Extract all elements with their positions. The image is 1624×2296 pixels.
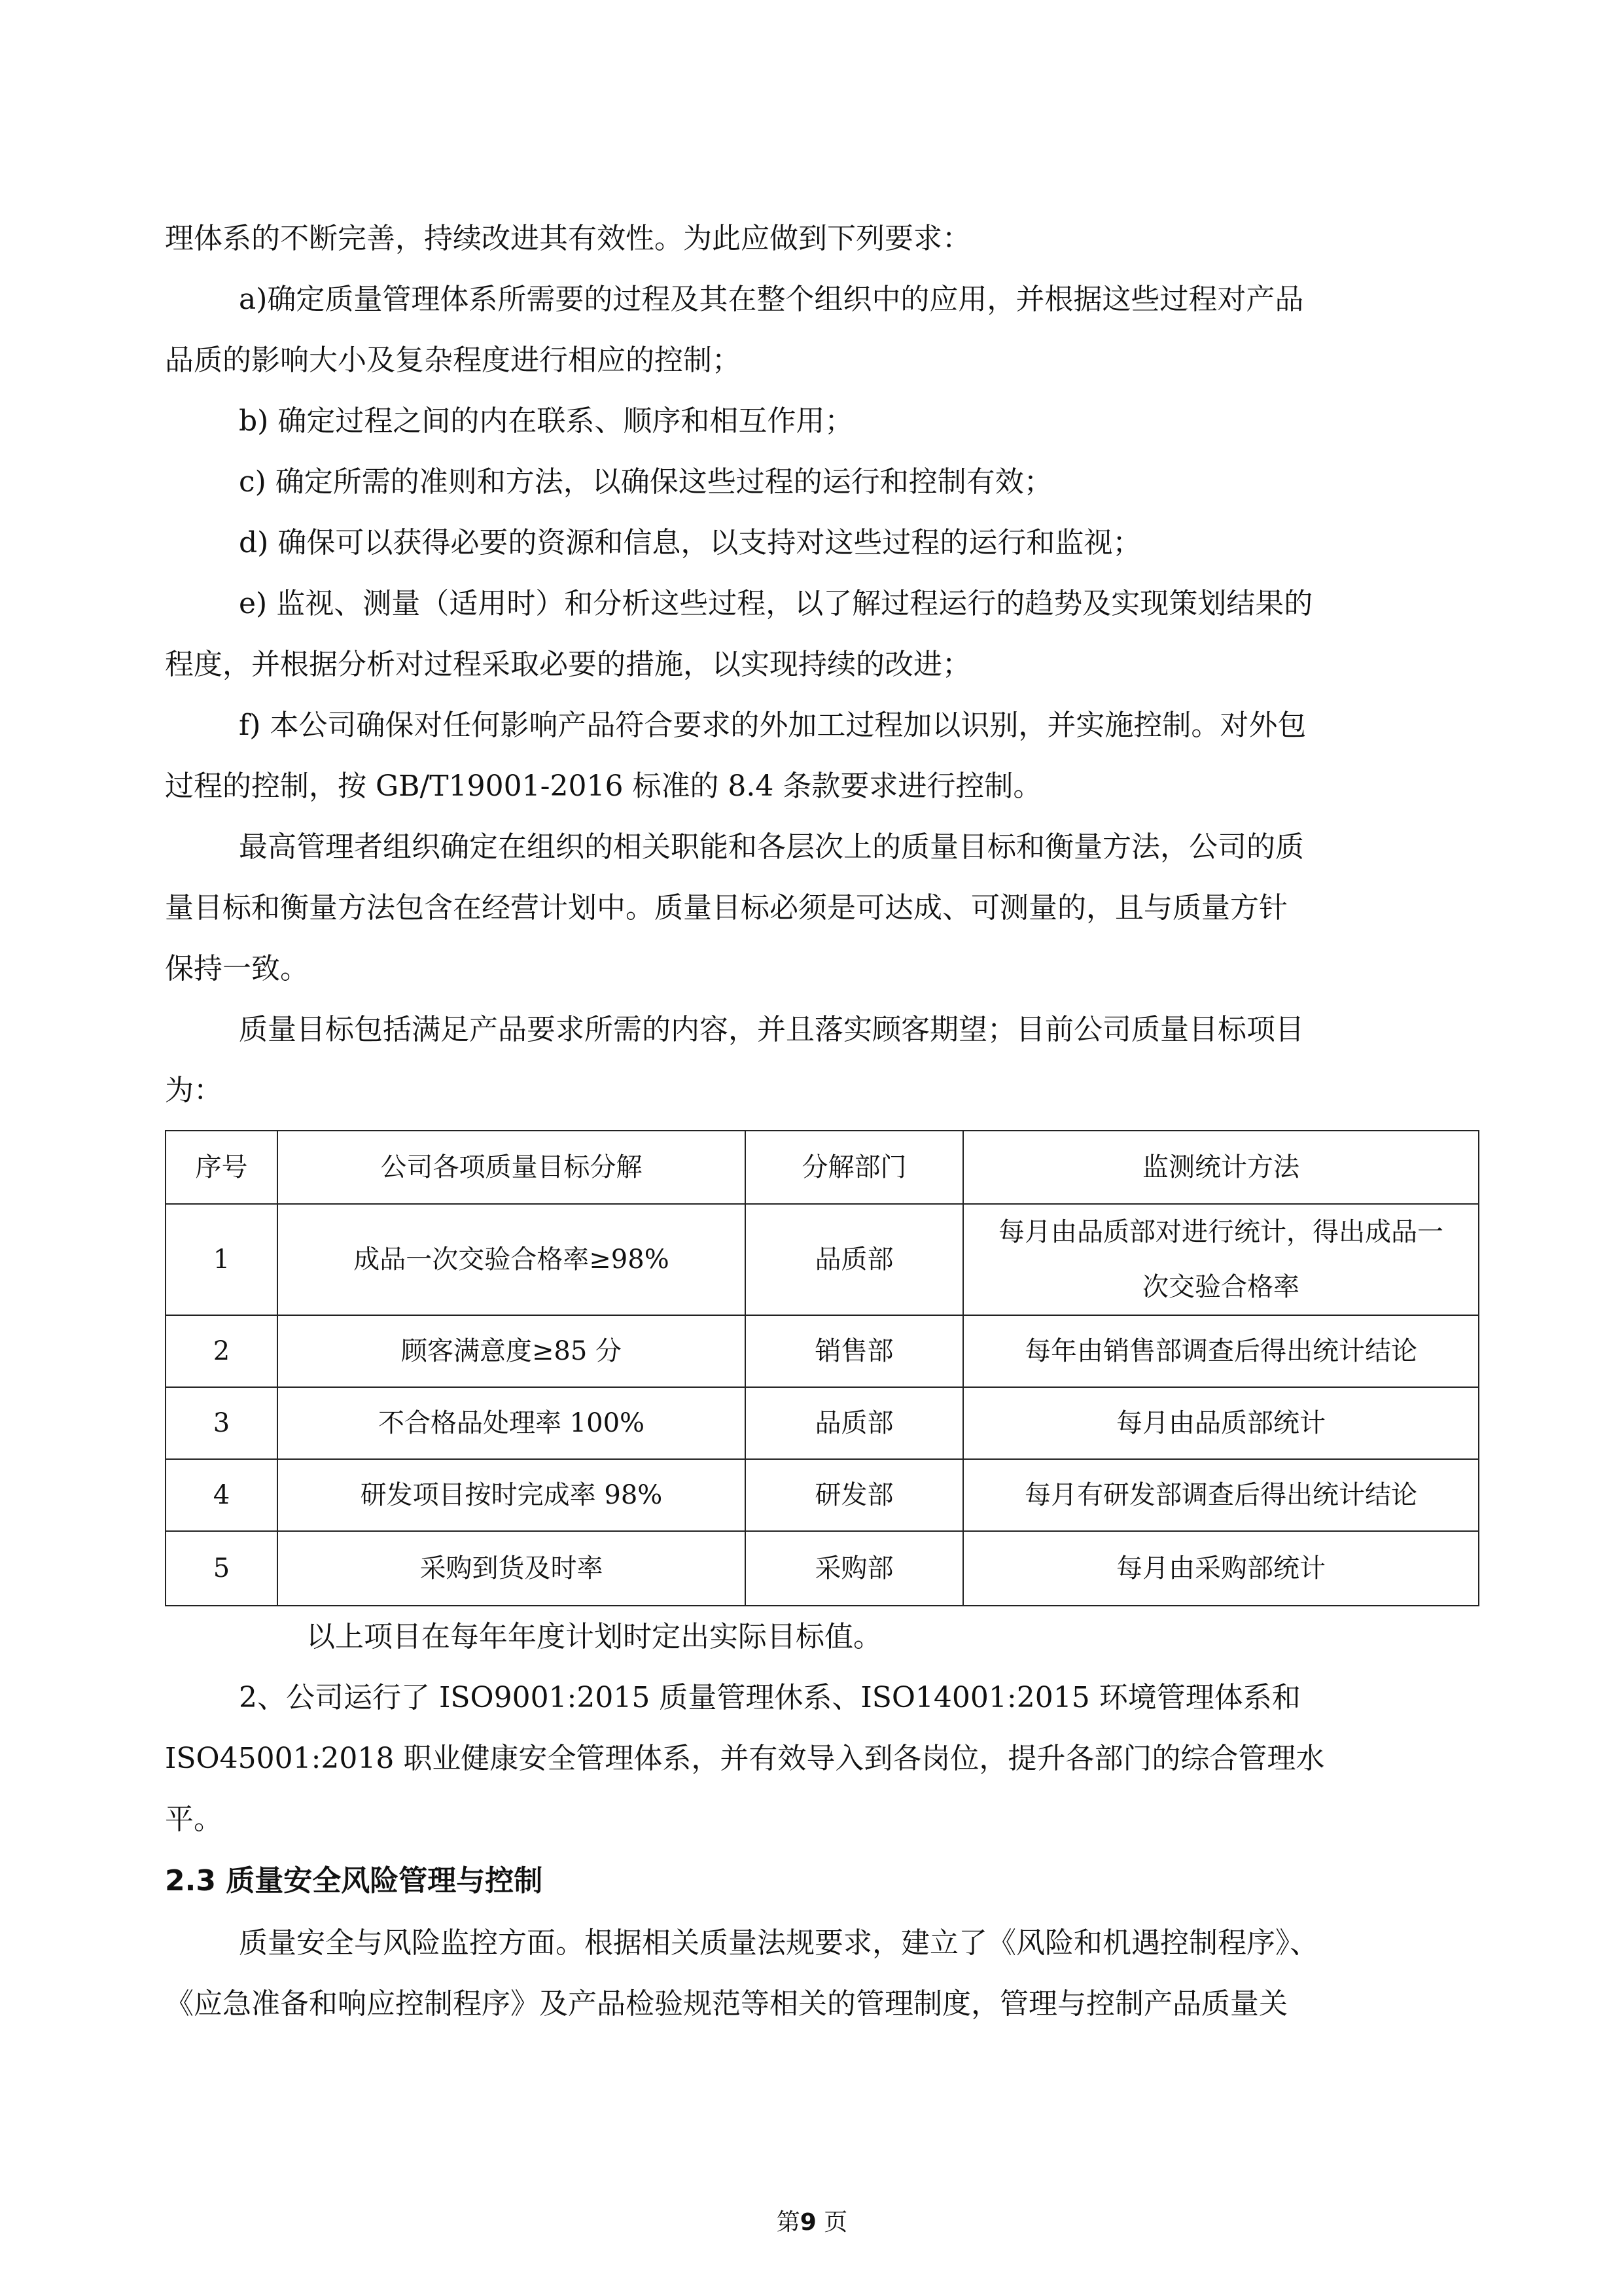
table-row	[166, 1387, 1479, 1459]
page-content	[165, 208, 1474, 2034]
paragraph-line: ISO45001:2018 职业健康安全管理体系，并有效导入到各岗位，提升各部门的综合管理水	[165, 1742, 1325, 1775]
table-cell: 顾客满意度≥85 分	[277, 1315, 745, 1387]
table-note: 以上项目在每年年度计划时定出实际目标值。	[306, 1620, 882, 1653]
table-cell: 3	[166, 1387, 277, 1459]
table-cell: 成品一次交验合格率≥98%	[277, 1204, 745, 1315]
table-row	[166, 1204, 1479, 1315]
list-item-d: d) 确保可以获得必要的资源和信息，以支持对这些过程的运行和监视；	[239, 526, 1142, 559]
list-item-c: c) 确定所需的准则和方法，以确保这些过程的运行和控制有效；	[239, 465, 1053, 499]
page-number-prefix: 第	[776, 2209, 800, 2236]
table-row	[166, 1315, 1479, 1387]
paragraph-line: 最高管理者组织确定在组织的相关职能和各层次上的质量目标和衡量方法，公司的质	[239, 830, 1304, 864]
table-cell: 每月由采购部统计	[963, 1531, 1479, 1606]
table-cell: 采购部	[745, 1531, 963, 1606]
paragraph-line: 《应急准备和响应控制程序》及产品检验规范等相关的管理制度，管理与控制产品质量关	[165, 1987, 1288, 2021]
paragraph-line: 量目标和衡量方法包含在经营计划中。质量目标必须是可达成、可测量的，且与质量方针	[165, 891, 1288, 925]
list-item-b: b) 确定过程之间的内在联系、顺序和相互作用；	[239, 404, 854, 438]
table-cell: 品质部	[745, 1204, 963, 1315]
paragraph-line: 质量安全与风险监控方面。根据相关质量法规要求，建立了《风险和机遇控制程序》、	[239, 1926, 1318, 1960]
list-item-f: f) 本公司确保对任何影响产品符合要求的外加工过程加以识别，并实施控制。对外包	[239, 709, 1307, 742]
table-cell: 每月由品质部统计	[963, 1387, 1479, 1459]
header-cell: 公司各项质量目标分解	[277, 1131, 745, 1204]
paragraph-line: 质量目标包括满足产品要求所需的内容，并且落实顾客期望；目前公司质量目标项目	[239, 1013, 1304, 1046]
table-row	[166, 1459, 1479, 1531]
table-cell-line: 每月由品质部对进行统计，得出成品一	[998, 1217, 1443, 1247]
page-footer	[0, 2204, 1624, 2237]
table-cell: 不合格品处理率 100%	[277, 1387, 745, 1459]
paragraph-line: 平。	[165, 1803, 222, 1836]
table-cell: 销售部	[745, 1315, 963, 1387]
table-cell: 每年由销售部调查后得出统计结论	[963, 1315, 1479, 1387]
header-cell: 分解部门	[745, 1131, 963, 1204]
page-number-suffix: 页	[824, 2209, 848, 2236]
table-cell: 5	[166, 1531, 277, 1606]
table-row	[166, 1531, 1479, 1606]
paragraph-line: 2、公司运行了 ISO9001:2015 质量管理休系、ISO14001:2015 环境管理体系和	[239, 1681, 1301, 1714]
table-cell-line: 次交验合格率	[1142, 1272, 1299, 1302]
list-item-f-cont: 过程的控制，按 GB/T19001-2016 标准的 8.4 条款要求进行控制。	[165, 769, 1042, 803]
table-header-row	[166, 1131, 1479, 1204]
table-cell: 每月有研发部调查后得出统计结论	[963, 1459, 1479, 1531]
quality-goals-table	[165, 1130, 1479, 1606]
paragraph-line: 保持一致。	[165, 952, 309, 985]
list-item-e-cont: 程度，并根据分析对过程采取必要的措施，以实现持续的改进；	[165, 648, 971, 681]
list-item-a: a)确定质量管理体系所需要的过程及其在整个组织中的应用，并根据这些过程对产品	[239, 283, 1304, 316]
table-cell: 4	[166, 1459, 277, 1531]
section-heading: 2.3 质量安全风险管理与控制	[165, 1864, 543, 1898]
header-cell: 序号	[166, 1131, 277, 1204]
list-item-a-cont: 品质的影响大小及复杂程度进行相应的控制；	[165, 344, 741, 377]
table-cell: 研发部	[745, 1459, 963, 1531]
table-cell: 1	[166, 1204, 277, 1315]
page-number: 9	[800, 2209, 817, 2236]
table-cell: 品质部	[745, 1387, 963, 1459]
table-cell: 2	[166, 1315, 277, 1387]
table-cell: 采购到货及时率	[277, 1531, 745, 1606]
paragraph-line: 为：	[165, 1074, 222, 1107]
table-cell: 研发项目按时完成率 98%	[277, 1459, 745, 1531]
list-item-e: e) 监视、测量（适用时）和分析这些过程，以了解过程运行的趋势及实现策划结果的	[239, 587, 1313, 620]
table-cell	[963, 1204, 1479, 1315]
header-cell: 监测统计方法	[963, 1131, 1479, 1204]
paragraph-line: 理体系的不断完善，持续改进其有效性。为此应做到下列要求：	[165, 222, 971, 255]
